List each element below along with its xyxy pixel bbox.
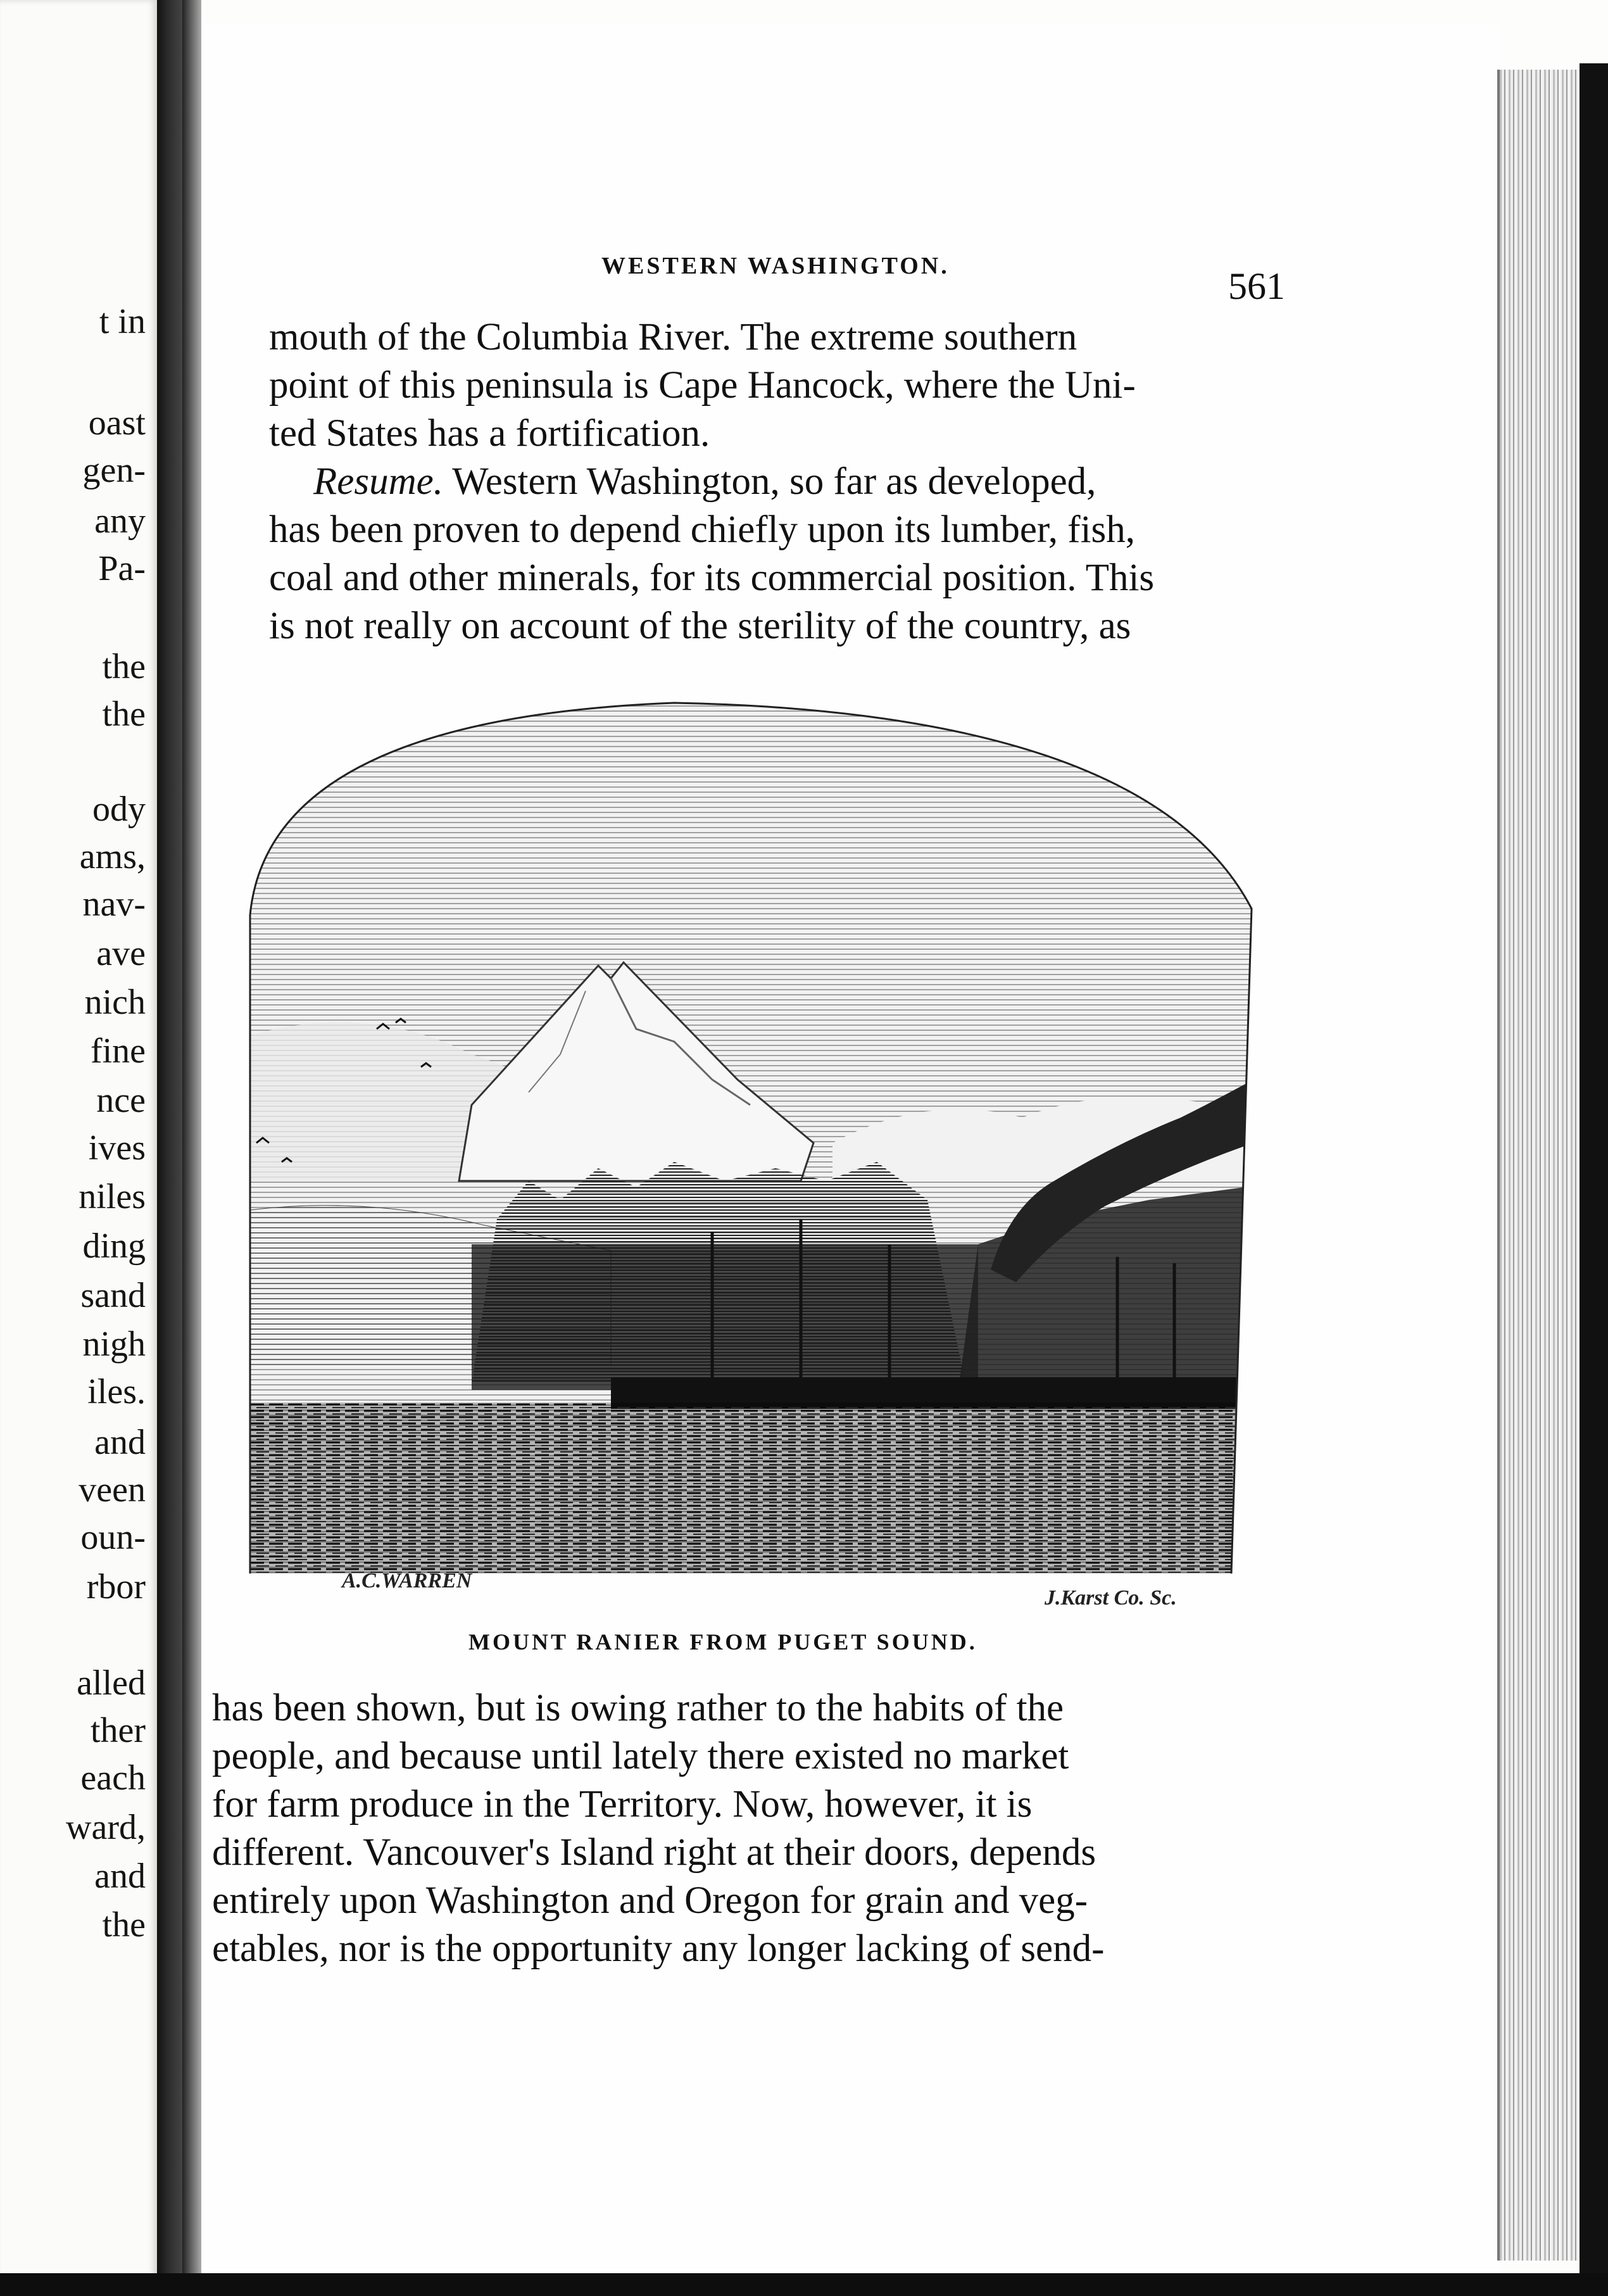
facing-page-text-fragment: sand: [80, 1276, 146, 1315]
facing-page-text-fragment: any: [94, 501, 146, 541]
facing-page-text-fragment: veen: [79, 1470, 146, 1510]
facing-page-text-fragment: the: [102, 647, 146, 686]
body-text-bottom: [212, 1684, 1238, 1973]
facing-page-text-fragment: oun-: [80, 1518, 146, 1557]
resume-paragraph-start: [269, 458, 1282, 506]
text-line: has been shown, but is owing rather to the habits of the: [212, 1687, 1064, 1729]
text-line: for farm produce in the Territory. Now, however, it is: [212, 1783, 1033, 1826]
facing-page-text-fragment: nigh: [82, 1325, 146, 1364]
text-line: entirely upon Washington and Oregon for grain and veg-: [212, 1879, 1088, 1922]
text-line: different. Vancouver's Island right at their doors, depends: [212, 1831, 1096, 1874]
text-line: is not really on account of the sterility of the country, as: [269, 605, 1131, 647]
facing-page-text-fragment: t in: [99, 302, 146, 341]
facing-page-text-fragment: oast: [88, 403, 146, 443]
facing-page-text-fragment: the: [102, 1905, 146, 1945]
engraver-signature: J.Karst Co. Sc.: [1045, 1586, 1177, 1610]
text-line: has been proven to depend chiefly upon its lumber, fish,: [269, 508, 1136, 551]
gutter-shadow: [182, 0, 201, 2296]
facing-page-text-fragment: nav-: [82, 885, 146, 924]
edge-shadow: [1580, 63, 1608, 2280]
resume-label: Resume.: [313, 460, 443, 503]
facing-page-text-fragment: nich: [84, 983, 146, 1022]
facing-page-text-fragment: ward,: [66, 1808, 146, 1847]
facing-page-text-fragment: fine: [90, 1031, 146, 1071]
text-line: mouth of the Columbia River. The extreme southern: [269, 316, 1077, 358]
facing-page-text-fragment: rbor: [86, 1567, 146, 1606]
page-number: 561: [1228, 265, 1285, 307]
illustration-caption: MOUNT RANIER FROM PUGET SOUND.: [468, 1629, 977, 1655]
facing-page-text-fragment: and: [94, 1857, 146, 1896]
facing-page-text-fragment: the: [102, 695, 146, 734]
mount-rainier-engraving: [231, 700, 1253, 1577]
facing-page-text-fragment: ave: [96, 934, 146, 973]
body-text-top: [269, 313, 1282, 650]
facing-page-text-fragment: Pa-: [98, 549, 146, 588]
book-gutter: [157, 0, 182, 2296]
facing-page-text-fragment: niles: [79, 1177, 146, 1216]
text-line: point of this peninsula is Cape Hancock, where the Uni-: [269, 364, 1136, 407]
artist-signature: A.C.WARREN: [342, 1569, 472, 1593]
facing-page-text-fragment: ives: [88, 1128, 146, 1168]
facing-page-text-fragment: ther: [90, 1711, 146, 1750]
text-line: Western Washington, so far as developed,: [443, 460, 1096, 503]
text-line: ted States has a fortification.: [269, 412, 710, 455]
facing-page-text-fragment: each: [80, 1758, 146, 1798]
facing-page-text-fragment: iles.: [87, 1372, 146, 1411]
text-line: people, and because until lately there existed no market: [212, 1735, 1069, 1777]
facing-page-text-fragment: alled: [77, 1663, 146, 1703]
facing-page-text-fragment: nce: [96, 1081, 146, 1120]
facing-page: [0, 0, 163, 2296]
facing-page-text-fragment: ams,: [79, 837, 146, 876]
running-head: WESTERN WASHINGTON.: [601, 253, 950, 279]
facing-page-text-fragment: ding: [82, 1227, 146, 1266]
text-line: etables, nor is the opportunity any longer lacking of send-: [212, 1927, 1105, 1970]
page-edges: [1497, 70, 1582, 2261]
facing-page-text-fragment: and: [94, 1423, 146, 1462]
facing-page-text-fragment: gen-: [82, 451, 146, 490]
bottom-shadow: [0, 2273, 1608, 2296]
text-line: coal and other minerals, for its commercial position. This: [269, 557, 1155, 599]
facing-page-text-fragment: ody: [92, 790, 146, 829]
